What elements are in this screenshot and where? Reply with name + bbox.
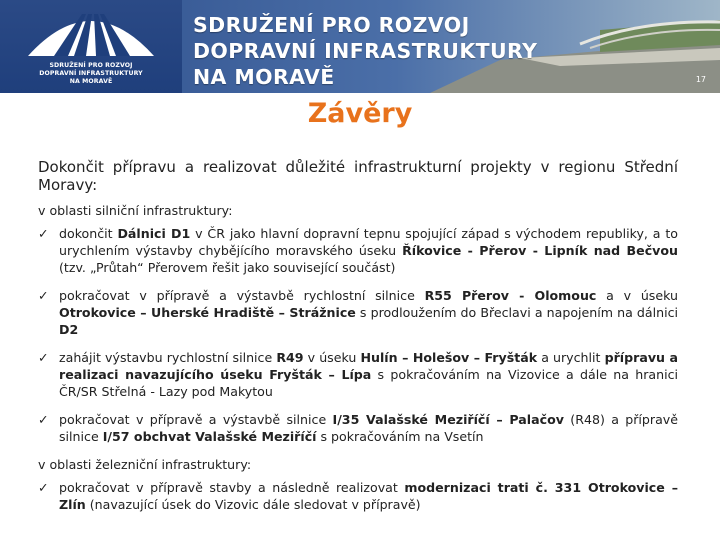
checkmark-icon: ✓ — [38, 350, 49, 365]
road-section-label: v oblasti silniční infrastruktury: — [38, 203, 233, 218]
bullet-item — [38, 225, 678, 276]
slide-number: 17 — [695, 75, 706, 84]
bullet-text-bold: I/57 obchvat Valašské Meziříčí — [102, 429, 317, 444]
bullet-text-bold: D2 — [59, 322, 79, 337]
bullet-text: s prodloužením do Břeclavi a napojením na dálnici — [355, 305, 679, 320]
bullet-text-bold: I/35 Valašské Meziříčí – Palačov — [332, 412, 564, 427]
content — [38, 202, 678, 524]
bullet-text: s pokračováním na Vsetín — [316, 429, 484, 444]
bullet-text: (R48) a přípravě silnice — [59, 412, 678, 444]
bullet-text: pokračovat v přípravě stavby a následně realizovat — [59, 480, 405, 495]
intro-text: Dokončit přípravu a realizovat důležité infrastrukturní projekty v regionu Střední Moravy: — [38, 158, 678, 194]
bullet-item — [38, 349, 678, 400]
road-bullet-list — [38, 225, 678, 445]
checkmark-icon: ✓ — [38, 480, 49, 495]
bullet-text: a v úseku — [596, 288, 678, 303]
bullet-text: dokončit — [59, 226, 118, 241]
bullet-text-bold: R55 Přerov - Olomouc — [424, 288, 597, 303]
bullet-text-bold: Říkovice - Přerov - Lipník nad Bečvou — [402, 243, 678, 258]
bullet-text-bold: modernizaci trati č. 331 Otrokovice – Zlín — [59, 480, 678, 512]
logo-road-icon — [24, 6, 158, 58]
bullet-text: s pokračováním na Vizovice a dále na hranici ČR/SR Střelná - Lazy pod Makytou — [59, 367, 678, 399]
bullet-text: (navazující úsek do Vizovic dále sledovat v přípravě) — [85, 497, 421, 512]
bullet-text: zahájit výstavbu rychlostní silnice — [59, 350, 277, 365]
bullet-text-bold: R49 — [276, 350, 304, 365]
logo-text-line: NA MORAVĚ — [69, 78, 113, 85]
bullet-text: pokračovat v přípravě a výstavbě silnice — [59, 412, 333, 427]
bullet-text: pokračovat v přípravě a výstavbě rychlostní silnice — [59, 288, 425, 303]
bullet-text: a urychlit — [537, 350, 605, 365]
bullet-item — [38, 479, 678, 513]
logo — [0, 0, 182, 93]
bullet-text: v ČR jako hlavní dopravní tepnu spojující západ s východem republiky, a to urychlením výstavby chybějícího moravského úseku — [59, 226, 678, 258]
checkmark-icon: ✓ — [38, 412, 49, 427]
bullet-item — [38, 411, 678, 445]
checkmark-icon: ✓ — [38, 226, 49, 241]
rail-bullet-list — [38, 479, 678, 513]
header-banner — [0, 0, 720, 93]
bullet-text-bold: Dálnici D1 — [117, 226, 191, 241]
bullet-text-bold: Hulín – Holešov – Fryšták — [360, 350, 538, 365]
bullet-text-bold: přípravu a realizaci navazujícího úseku Fryšták – Lípa — [59, 350, 678, 382]
banner-title-line: SDRUŽENÍ PRO ROZVOJ — [193, 13, 470, 37]
page-title: Závěry — [307, 98, 413, 129]
banner-title-line: DOPRAVNÍ INFRASTRUKTURY — [193, 39, 538, 63]
logo-text-line: DOPRAVNÍ INFRASTRUKTURY — [39, 70, 143, 77]
banner-title-line: NA MORAVĚ — [193, 65, 335, 89]
bullet-text-bold: Otrokovice – Uherské Hradiště – Strážnice — [59, 305, 356, 320]
logo-text-line: SDRUŽENÍ PRO ROZVOJ — [49, 62, 133, 69]
checkmark-icon: ✓ — [38, 288, 49, 303]
rail-section-label: v oblasti železniční infrastruktury: — [38, 457, 252, 472]
bullet-text: v úseku — [303, 350, 361, 365]
bullet-text: (tzv. „Průtah“ Přerovem řešit jako související součást) — [59, 260, 396, 275]
bullet-item — [38, 287, 678, 338]
